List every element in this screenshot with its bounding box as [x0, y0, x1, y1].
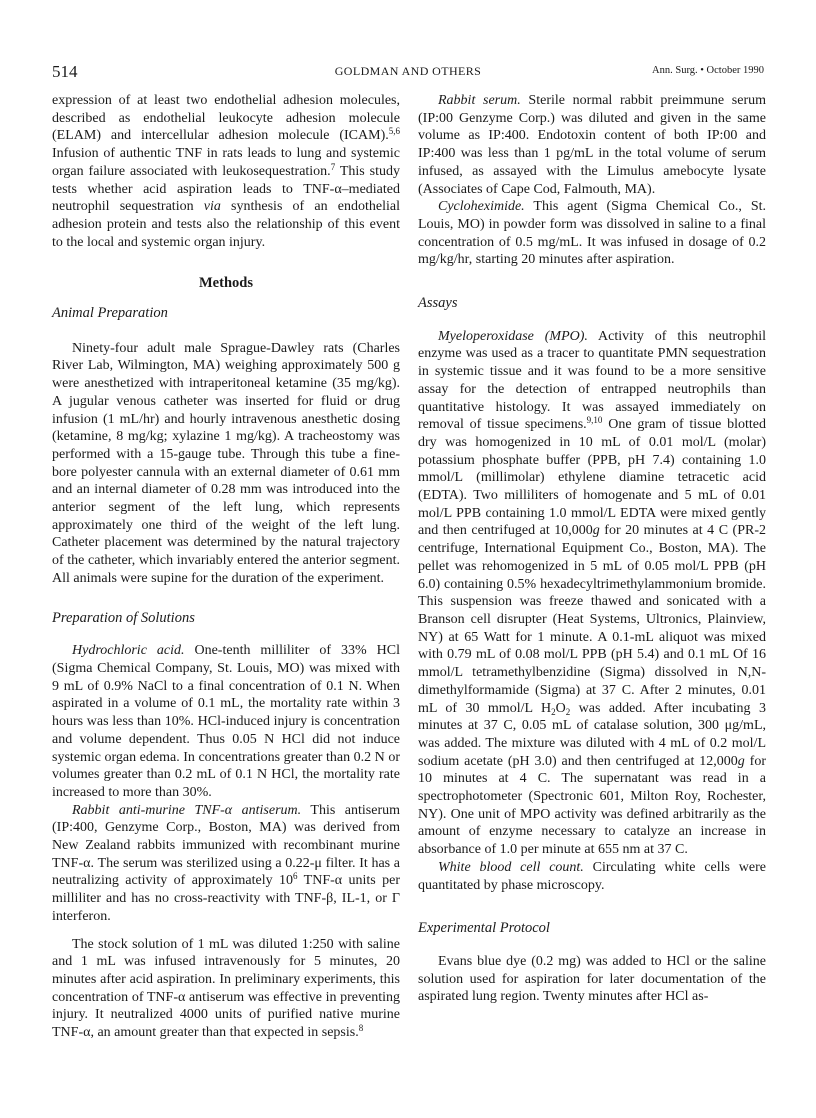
page-header: [52, 62, 764, 82]
page-number: 514: [52, 62, 78, 81]
citation: 5,6: [388, 126, 400, 137]
animal-preparation-heading: Animal Preparation: [52, 305, 168, 322]
animal-preparation-paragraph: Ninety-four adult male Sprague-Dawley rats (Charles River Lab, Wilmington, MA) weighing approximately 500 g were anesthetized with intraperitoneal ketamine (35 mg/kg). A jugular venous catheter was inserted for fluid or drug infusion (1 mL/hr) and hourly intravenous anesthetic dosing (ketamine, 8 mg/kg; xylazine 1 mg/kg). A tracheostomy was performed with a 15-gauge tube. Through this tube a fine-bore polyester cannula with an external diameter of 0.61 mm and an internal diameter of 0.28 mm was introduced into the anterior segment of the left lung, which represents approximately one third of the weight of the left lung. Catheter placement was determined by the natural trajectory of the catheter, which invariably entered the anterior segment. All animals were supine for the duration of the experiment.: [52, 340, 400, 586]
assays-heading: Assays: [418, 295, 458, 312]
methods-heading: Methods: [199, 275, 253, 292]
experimental-protocol-heading: Experimental Protocol: [418, 920, 550, 937]
stock-solution-paragraph: The stock solution of 1 mL was diluted 1:250 with saline and 1 mL was infused intravenously for 5 minutes, 20 minutes after acid aspiration. In preliminary experiments, this concentration of TNF-α antiserum was effective in preventing injury. It neutralized 4000 units of purified native murine TNF-α, an amount greater than that expected in sepsis.$^8$: [52, 936, 400, 1041]
antiserum-paragraph: Rabbit anti-murine TNF-α antiserum. This antiserum (IP:400, Genzyme Corp., Boston, MA) was derived from New Zealand rabbits immunized with recombinant murine TNF-α. The serum was sterilized using a 0.22-μ filter. It has a neutralizing activity of approximately $10^6$ TNF-α units per milliliter and has no cross-reactivity with TNF-β, IL-1, or Γ interferon.: [52, 802, 401, 924]
citation: 8: [358, 1023, 364, 1034]
journal-info: Ann. Surg. • October 1990: [652, 65, 764, 76]
wbc-paragraph: White blood cell count. Circulating white cells were quantitated by phase microscopy.: [418, 859, 766, 893]
hcl-paragraph: Hydrochloric acid. One-tenth milliliter of 33% HCl (Sigma Chemical Company, St. Louis, MO) was mixed with 9 mL of 0.9% NaCl to a final concentration of 0.1 N. When aspirated in a volume of 0.1 mL, the mortality rate within 3 hours was less than 10%. HCl-induced injury is concentration and volume dependent. Thus 0.05 N HCl did not induce systemic organ edema. In concentrations greater than 0.2 N or volumes greater than 0.2 mL of 0.1 N HCl, the mortality rate increased to more than 30%.: [52, 643, 401, 800]
intro-paragraph: expression of at least two endothelial adhesion molecules, described as endothelial leukocyte adhesion molecule (ELAM) and intercellular adhesion molecule (ICAM).$^{5,6}$ Infusion of authentic TNF in rats leads to lung and systemic organ failure associated with leukosequestration.$^7$ This study tests whether acid aspiration leads to TNF-α–mediated neutrophil sequestration via synthesis of an endothelial adhesion protein and tests also the relationship of this event to the local and systemic organ injury.: [52, 93, 400, 250]
cycloheximide-paragraph: Cycloheximide. This agent (Sigma Chemical Co., St. Louis, MO) in powder form was dissolved in saline to a final concentration of 0.5 mg/mL. It was infused in dosage of 0.2 mg/kg/hr, starting 20 minutes after aspiration.: [418, 199, 766, 268]
protocol-paragraph: Evans blue dye (0.2 mg) was added to HCl or the saline solution used for aspiration for later documentation of the aspirated lung region. Twenty minutes after HCl as-: [418, 953, 766, 1005]
solutions-heading: Preparation of Solutions: [52, 609, 195, 626]
mpo-paragraph: Myeloperoxidase (MPO). Activity of this neutrophil enzyme was used as a tracer to quantitate PMN sequestration in systemic tissue and it was found to be a more sensitive assay for the detection of entrapped neutrophils than quantitative histology. It was assayed immediately on removal of tissue specimens.$^{9,10}$ One gram of tissue blotted dry was homogenized in 10 mL of 0.01 mol/L (molar) potassium phosphate buffer (PPB, pH 7.4) containing 1.0 mmol/L (millimolar) ethylene diamine tetracetic acid (EDTA). Two milliliters of homogenate and 5 mL of 0.01 mol/L PPB containing 1.0 mmol/L EDTA were mixed gently and then centrifuged at 10,000g for 20 minutes at 4 C (PR-2 centrifuge, International Equipment Co., Boston, MA). The pellet was rehomogenized in 5 mL of 0.05 mol/L PPB (pH 6.0) containing 0.5% hexadecyltrimethylammonium bromide. This suspension was freeze thawed and sonicated with a Branson cell disrupter (Heat Systems, Ultronics, Plainview, NY) at 65 Watt for 1 minute. A 0.1-mL aliquot was mixed with 0.79 mL of 0.08 mol/L PPB (pH 5.4) and 0.1 mL Of 16 mmol/L tetramethylbenzidine (Sigma) dissolved in N,N-dimethylformamide (Sigma) at 37 C. After 2 minutes, 0.01 mL of 30 mmol/L $H_2O_2$ was added. After incubating 3 minutes at 37 C, 0.05 mL of catalase solution, 300 μg/mL, was added. The mixture was diluted with 4 mL of 0.2 mol/L sodium acetate (pH 3.0) and then centrifuged at 12,000g for 10 minutes at 4 C. The supernatant was read in a spectrophotometer (Spectronic 601, Milton Roy, Rochester, NY). One unit of MPO activity was defined arbitrarily as the amount of enzyme necessary to catalyze an increase in absorbance of 1.0 per minute at 655 nm at 37 C.: [418, 328, 767, 858]
citation: 7: [330, 161, 336, 172]
citation: 9,10: [586, 415, 603, 426]
rabbit-serum-paragraph: Rabbit serum. Sterile normal rabbit preimmune serum (IP:00 Genzyme Corp.) was diluted and given in the same volume as IP:400. Endotoxin content of both IP:00 and IP:400 was less than 1 pg/mL in the total volume of serum infused, as assayed with the Limulus amebocyte lysate (Associates of Cape Cod, Falmouth, MA).: [418, 93, 767, 197]
running-title: GOLDMAN AND OTHERS: [334, 64, 482, 78]
left-column: [52, 92, 400, 1042]
right-column: [418, 92, 766, 1006]
